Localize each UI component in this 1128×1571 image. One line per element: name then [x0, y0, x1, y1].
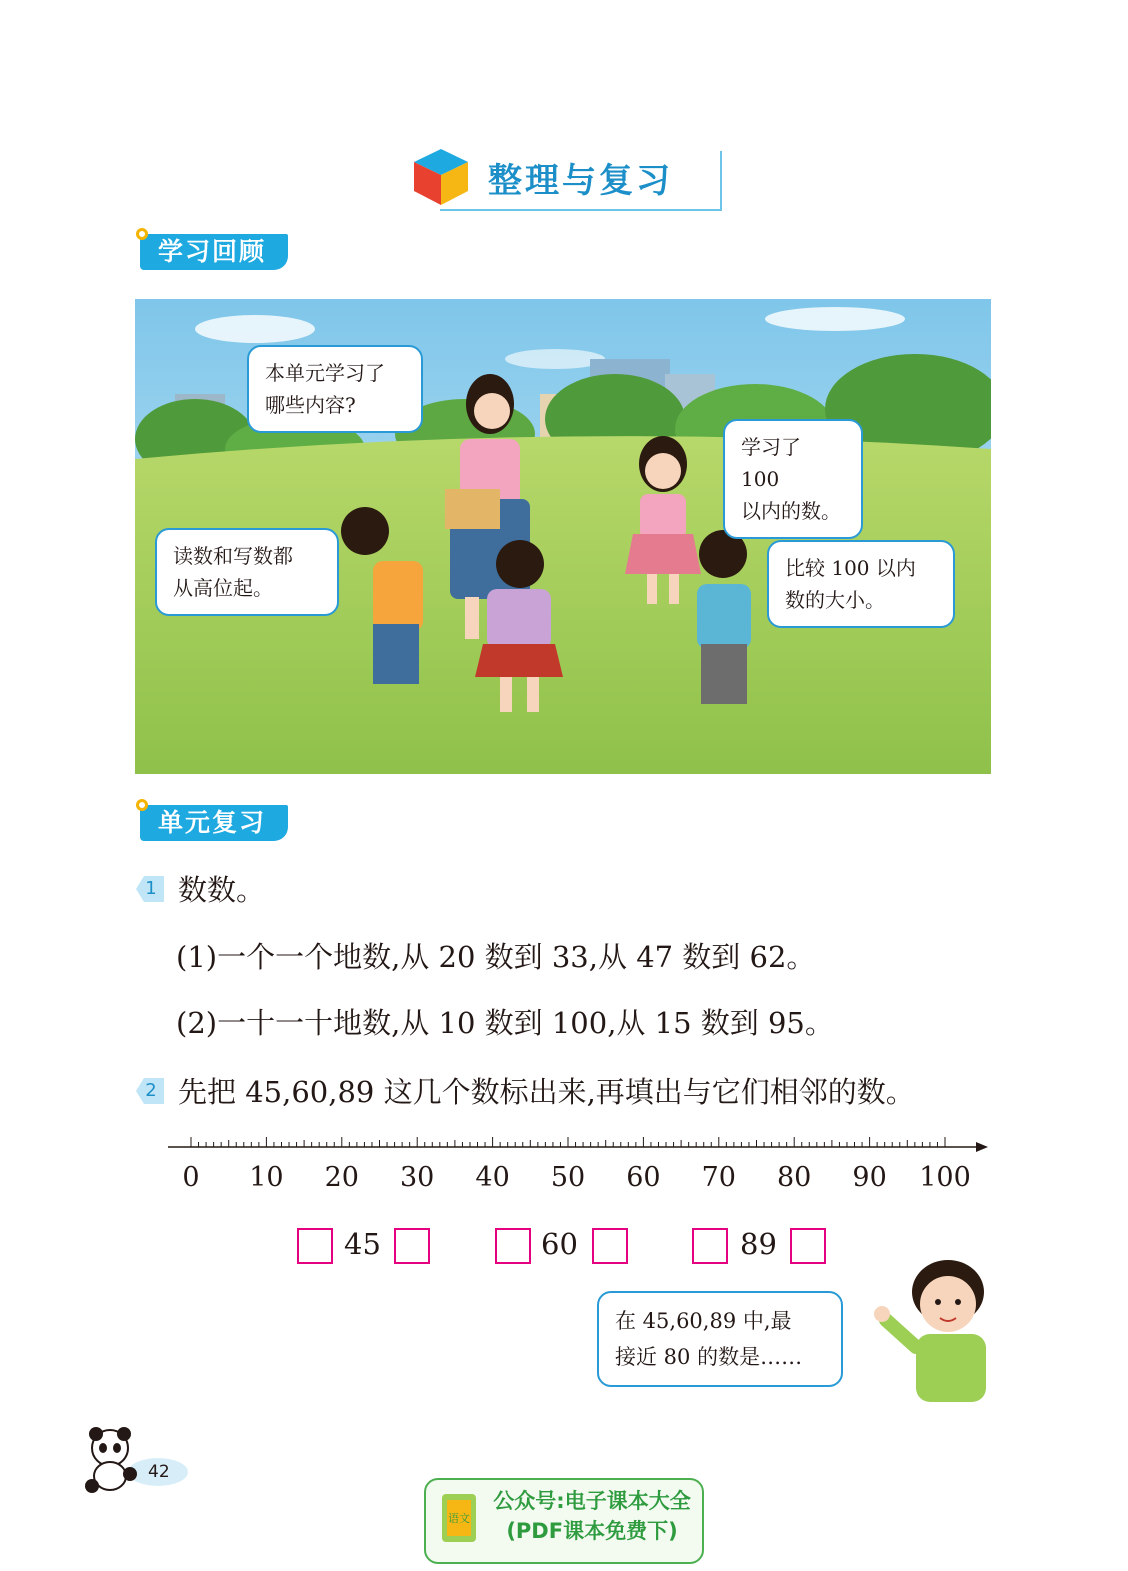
number-line-label: 30 — [400, 1162, 435, 1193]
arrow-right-icon — [976, 1142, 988, 1152]
page-title: 整理与复习 — [488, 161, 673, 201]
number-line-label: 0 — [182, 1162, 200, 1193]
number-line-label: 20 — [324, 1162, 359, 1193]
footer-line-1: 公众号:电子课本大全 — [493, 1489, 691, 1513]
number-line — [160, 1132, 990, 1162]
speech-bubble-girl: 学习了 100 以内的数。 — [723, 419, 863, 539]
exercise-1-title: 数数。 — [178, 873, 266, 907]
section-tag-unit-review — [140, 805, 288, 841]
footer-line-2: (PDF课本免费下) — [506, 1519, 678, 1543]
cube-icon — [410, 145, 472, 207]
section-label: 学习回顾 — [158, 237, 267, 266]
exercise-1-line-2: (2)一十一十地数,从 10 数到 100,从 15 数到 95。 — [176, 1006, 834, 1040]
exercise-number-badge — [136, 874, 166, 904]
box-number: 60 — [541, 1227, 578, 1261]
number-line-label: 10 — [249, 1162, 284, 1193]
answer-box[interactable] — [394, 1228, 430, 1264]
box-number: 45 — [344, 1227, 381, 1261]
speech-bubble-boy-left: 读数和写数都 从高位起。 — [155, 528, 339, 616]
footer-text — [486, 1486, 698, 1546]
section-tag-review — [140, 234, 288, 270]
box-number: 89 — [740, 1227, 777, 1261]
panda-icon — [80, 1424, 190, 1496]
number-line-label: 80 — [777, 1162, 812, 1193]
speech-bubble-boy-right: 比较 100 以内 数的大小。 — [767, 540, 955, 628]
answer-box[interactable] — [790, 1228, 826, 1264]
speech-bubble-hint: 在 45,60,89 中,最 接近 80 的数是…… — [597, 1291, 843, 1387]
number-line-label: 60 — [626, 1162, 661, 1193]
dot-icon — [136, 799, 148, 811]
exercise-number: 1 — [145, 878, 157, 899]
book-logo-text: 语文 — [448, 1512, 470, 1525]
exercise-1-line-1: (1)一个一个地数,从 20 数到 33,从 47 数到 62。 — [176, 940, 816, 974]
page-title-block — [410, 145, 722, 211]
exercise-number-badge — [136, 1076, 166, 1106]
number-line-label: 100 — [919, 1162, 971, 1193]
number-line-label: 50 — [550, 1162, 586, 1193]
answer-box[interactable] — [592, 1228, 628, 1264]
answer-box[interactable] — [692, 1228, 728, 1264]
page-number: 42 — [148, 1462, 170, 1482]
section-label: 单元复习 — [158, 808, 267, 837]
speech-bubble-teacher: 本单元学习了 哪些内容? — [247, 345, 423, 433]
number-line-label: 40 — [475, 1162, 510, 1193]
exercise-2-title: 先把 45,60,89 这几个数标出来,再填出与它们相邻的数。 — [178, 1075, 915, 1109]
dot-icon — [136, 228, 148, 240]
exercise-number: 2 — [145, 1080, 157, 1101]
number-line-label: 90 — [852, 1162, 887, 1193]
book-icon — [438, 1488, 482, 1558]
footer-watermark — [424, 1478, 704, 1564]
number-line-label: 70 — [701, 1162, 736, 1193]
answer-box[interactable] — [495, 1228, 531, 1264]
answer-box[interactable] — [297, 1228, 333, 1264]
classroom-scene — [135, 299, 991, 774]
boy-illustration — [868, 1252, 998, 1402]
